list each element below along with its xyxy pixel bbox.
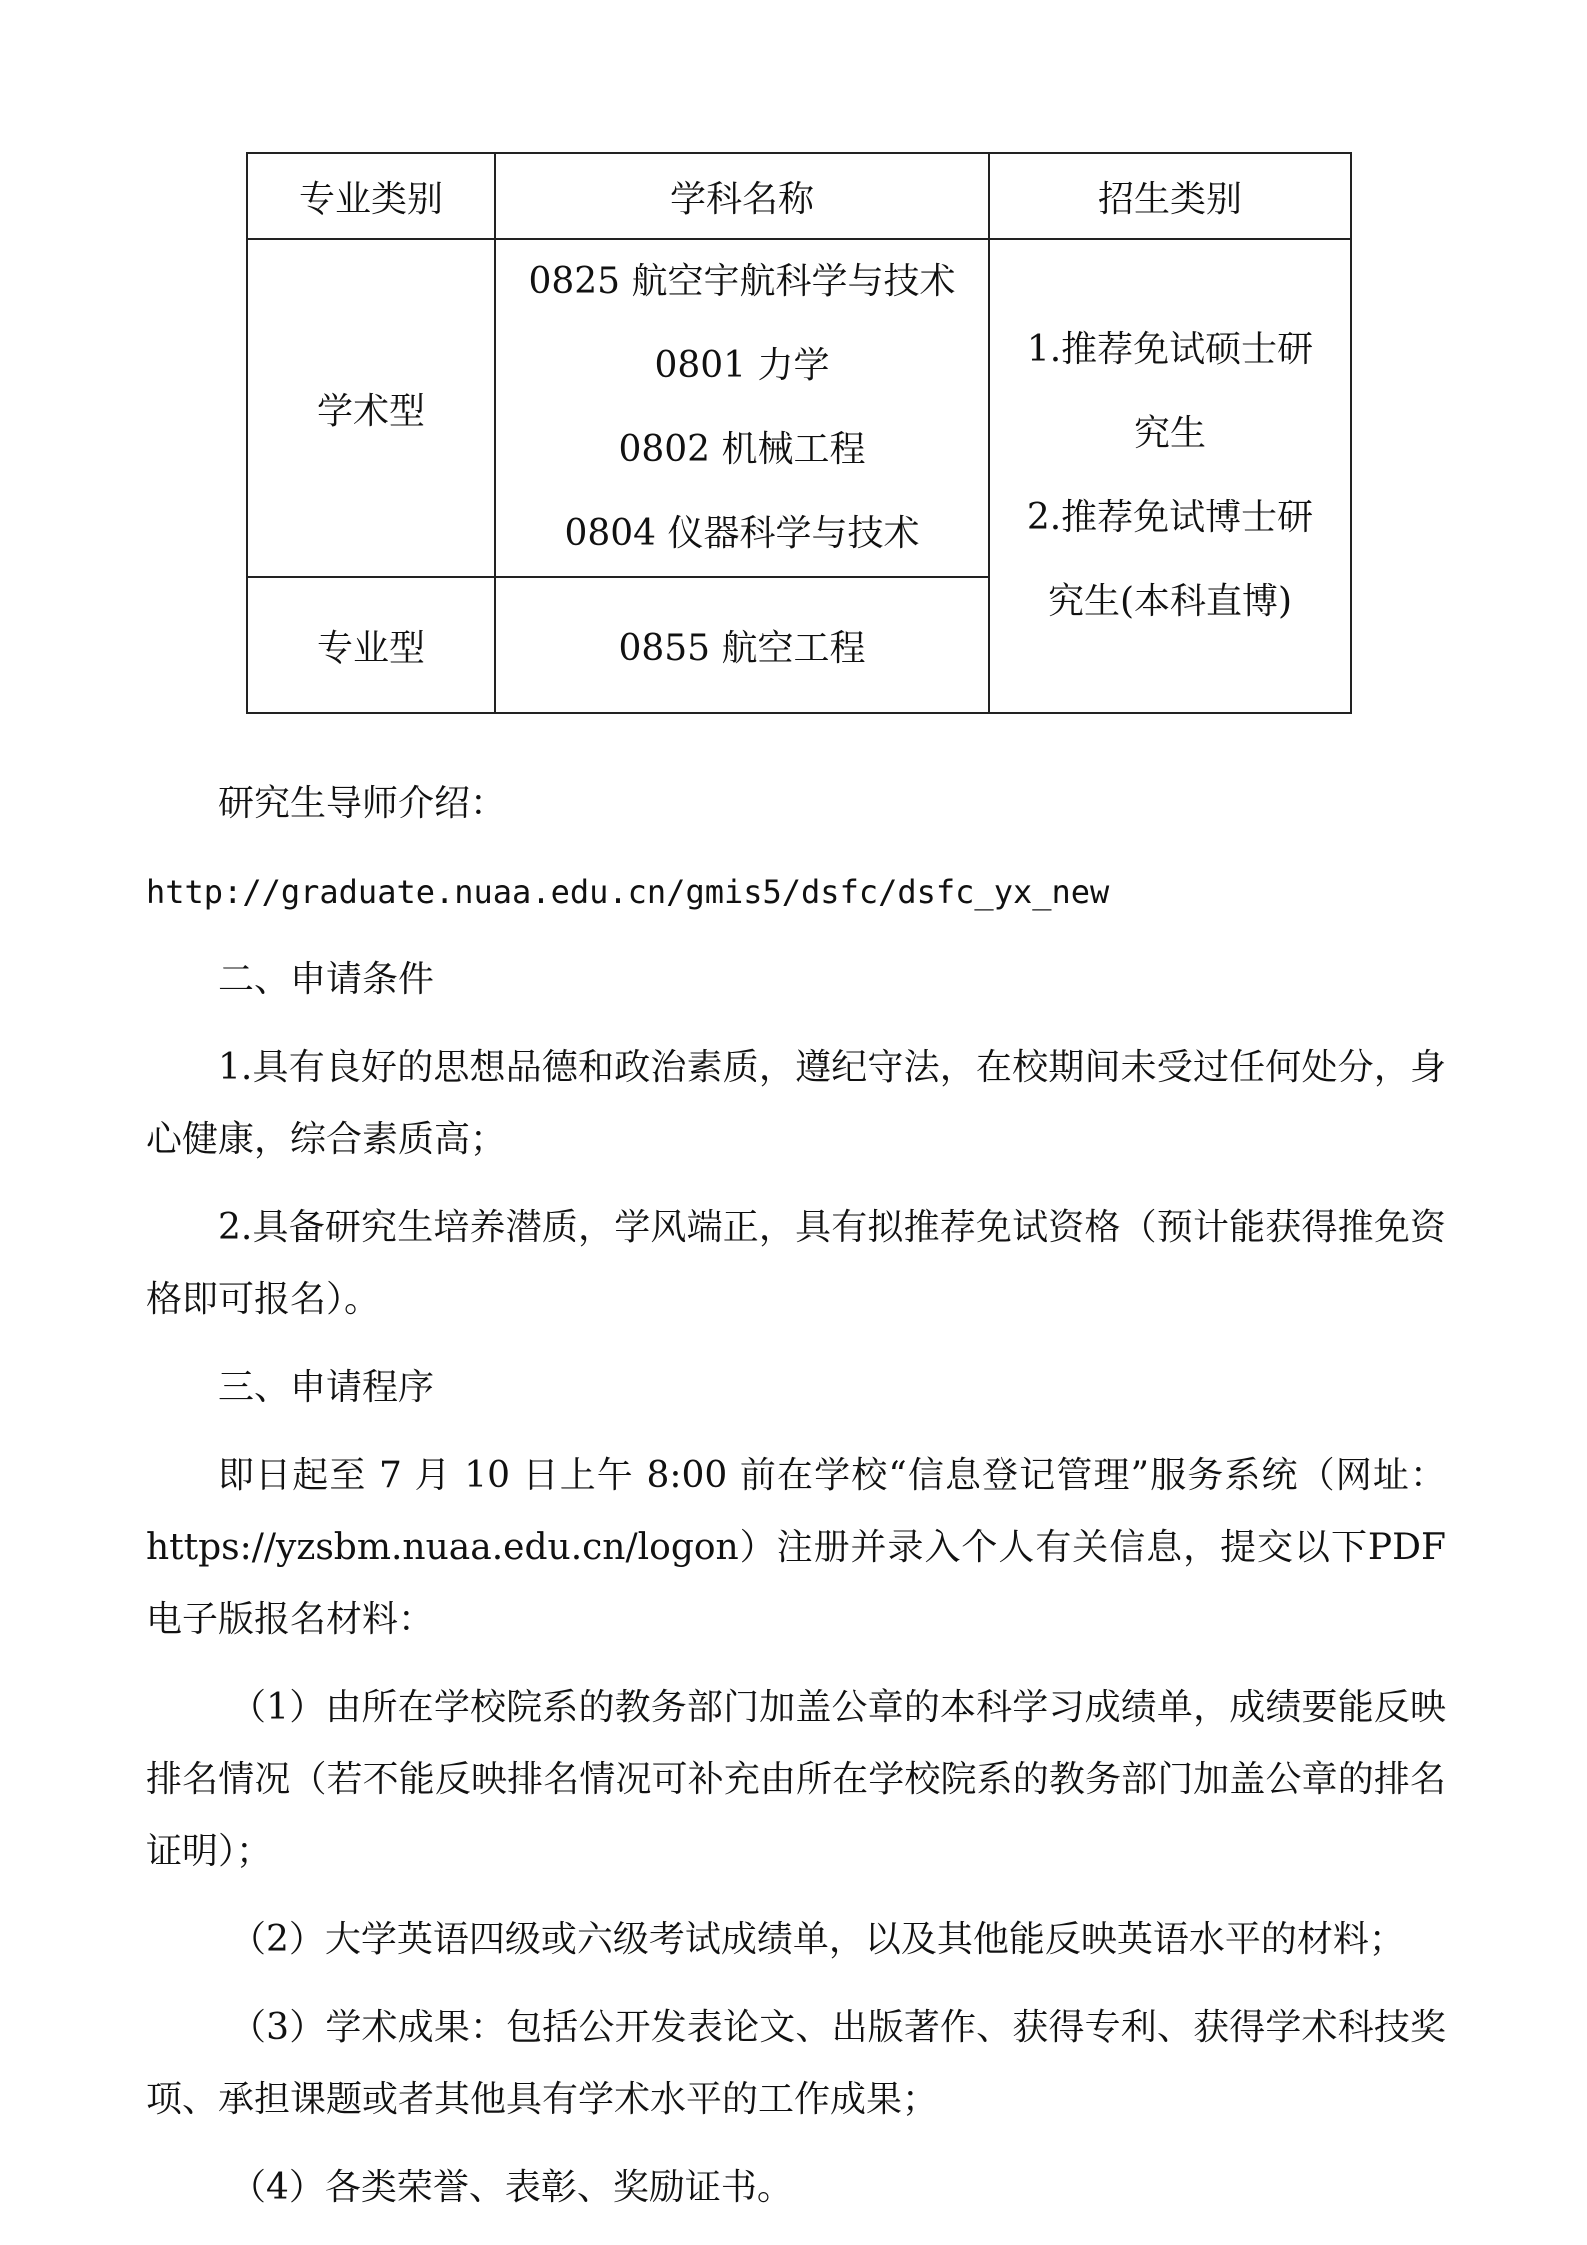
procedure-heading: 三、申请程序 <box>218 1367 435 1408</box>
major-table <box>246 152 1352 714</box>
table-header-row <box>247 153 1351 239</box>
procedure-intro: 即日起至 7 月 10 日上午 8:00 前在学校“信息登记管理”服务系统（网址：https://yzsbm.nuaa.edu.cn/logon）注册并录入个人有关信息，提交以下PDF 电子版报名材料： <box>146 1455 1446 1640</box>
material-item: （3）学术成果：包括公开发表论文、出版著作、获得专利、获得学术科技奖项、承担课题或者其他具有学术水平的工作成果； <box>146 2007 1446 2120</box>
supervisor-url[interactable]: http://graduate.nuaa.edu.cn/gmis5/dsfc/dsfc_yx_new <box>146 873 1110 911</box>
enrollment-line: 究生(本科直博) <box>1047 581 1293 622</box>
subject-item: 0804 仪器科学与技术 <box>564 513 920 554</box>
enrollment-types <box>989 239 1351 713</box>
header-subject: 学科名称 <box>495 153 989 239</box>
material-item: （4）各类荣誉、表彰、奖励证书。 <box>230 2167 793 2208</box>
material-item: （1）由所在学校院系的教务部门加盖公章的本科学习成绩单，成绩要能反映排名情况（若不能反映排名情况可补充由所在学校院系的教务部门加盖公章的排名证明）； <box>146 1687 1446 1872</box>
category-professional: 专业型 <box>247 577 495 713</box>
subject-list <box>496 240 988 576</box>
enrollment-line: 2.推荐免试博士研 <box>1026 497 1314 538</box>
category-academic: 学术型 <box>247 239 495 577</box>
supervisor-label: 研究生导师介绍： <box>218 783 507 824</box>
table-row-academic <box>247 239 1351 577</box>
subject-item: 0802 机械工程 <box>618 429 866 470</box>
condition-item: 1.具有良好的思想品德和政治素质，遵纪守法，在校期间未受过任何处分，身心健康，综合素质高； <box>146 1047 1446 1160</box>
enrollment-line: 究生 <box>1133 413 1206 454</box>
material-item: （2）大学英语四级或六级考试成绩单，以及其他能反映英语水平的材料； <box>230 1919 1405 1960</box>
conditions-heading: 二、申请条件 <box>218 959 435 1000</box>
subject-item: 0801 力学 <box>654 345 830 386</box>
subject-item: 0825 航空宇航科学与技术 <box>528 261 956 302</box>
header-category: 专业类别 <box>247 153 495 239</box>
header-enrollment: 招生类别 <box>989 153 1351 239</box>
condition-item: 2.具备研究生培养潜质，学风端正，具有拟推荐免试资格（预计能获得推免资格即可报名）。 <box>146 1207 1446 1320</box>
document-body <box>146 768 1446 2240</box>
subject-professional: 0855 航空工程 <box>495 577 989 713</box>
subjects-academic <box>495 239 989 577</box>
enrollment-line: 1.推荐免试硕士研 <box>1026 329 1314 370</box>
